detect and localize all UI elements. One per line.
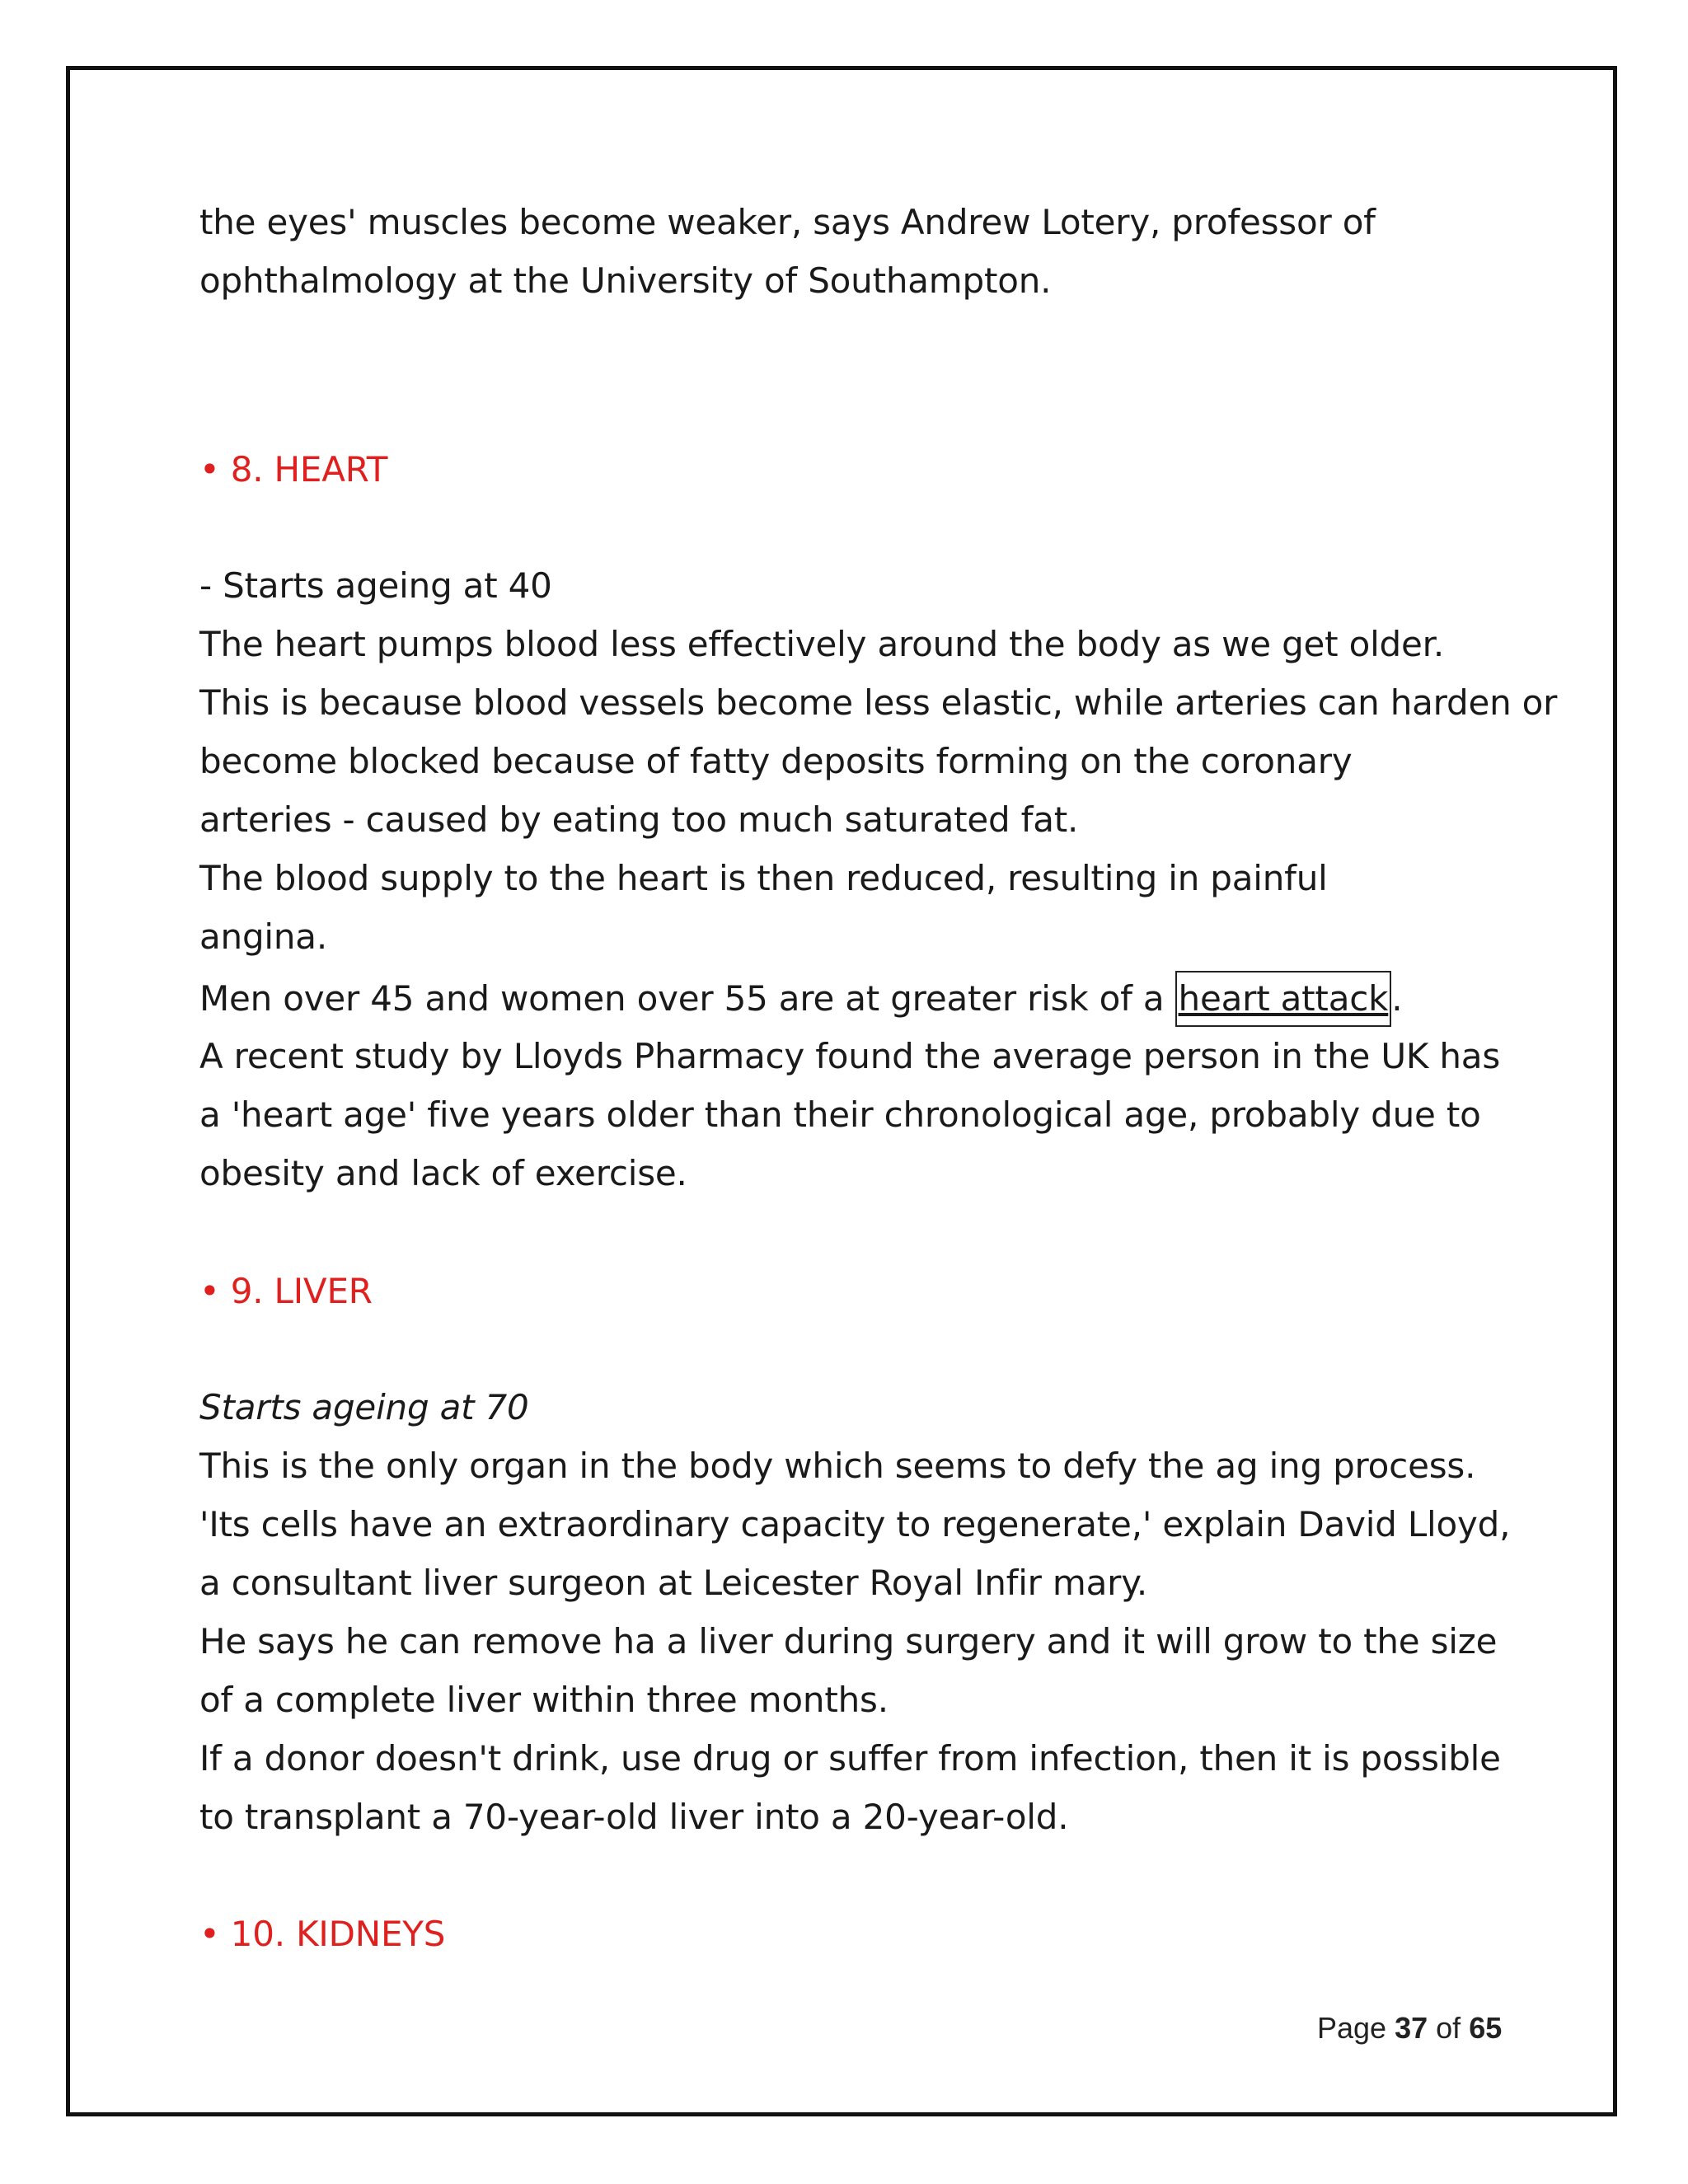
paragraph-line: The blood supply to the heart is then reduced, resulting in painful <box>199 858 1328 898</box>
paragraph-line: A recent study by Lloyds Pharmacy found the average person in the UK has <box>199 1036 1501 1076</box>
page-number <box>1317 2011 1502 2046</box>
section-heading-heart: • 8. HEART <box>199 449 388 490</box>
heart-attack-link[interactable] <box>1175 971 1392 1027</box>
paragraph-line: the eyes' muscles become weaker, says Andrew Lotery, professor of <box>199 202 1376 242</box>
risk-prefix: Men over 45 and women over 55 are at greater risk of a <box>199 978 1175 1019</box>
paragraph-line: If a donor doesn't drink, use drug or suffer from infection, then it is possible <box>199 1738 1501 1779</box>
paragraph-line: a consultant liver surgeon at Leicester Royal Infir mary. <box>199 1563 1148 1603</box>
paragraph-line: He says he can remove ha a liver during surgery and it will grow to the size <box>199 1621 1498 1661</box>
risk-suffix: . <box>1391 978 1403 1019</box>
paragraph-line: arteries - caused by eating too much saturated fat. <box>199 799 1079 840</box>
paragraph-line: become blocked because of fatty deposits forming on the coronary <box>199 741 1353 781</box>
total-pages: 65 <box>1469 2011 1503 2045</box>
of-word: of <box>1436 2011 1461 2045</box>
page-word: Page <box>1317 2011 1387 2045</box>
paragraph-line: ophthalmology at the University of Southampton. <box>199 260 1052 301</box>
paragraph-line: This is the only organ in the body which seems to defy the ag ing process. <box>199 1446 1476 1486</box>
paragraph-line: 'Its cells have an extraordinary capacity to regenerate,' explain David Lloyd, <box>199 1504 1511 1544</box>
paragraph-line: to transplant a 70-year-old liver into a 20-year-old. <box>199 1797 1069 1837</box>
heart-attack-link-text: heart attack <box>1178 978 1389 1019</box>
paragraph-line: angina. <box>199 916 327 957</box>
section-subheading-liver: Starts ageing at 70 <box>199 1387 529 1427</box>
section-heading-kidneys: • 10. KIDNEYS <box>199 1914 446 1954</box>
section-subheading-heart: - Starts ageing at 40 <box>199 565 552 606</box>
paragraph-line: obesity and lack of exercise. <box>199 1153 687 1193</box>
risk-line <box>199 971 1402 1027</box>
section-heading-liver: • 9. LIVER <box>199 1271 373 1311</box>
paragraph-line: a 'heart age' five years older than their chronological age, probably due to <box>199 1094 1481 1135</box>
current-page: 37 <box>1395 2011 1428 2045</box>
paragraph-line: This is because blood vessels become less elastic, while arteries can harden or <box>199 682 1558 723</box>
paragraph-line: The heart pumps blood less effectively around the body as we get older. <box>199 624 1445 664</box>
paragraph-line: of a complete liver within three months. <box>199 1680 889 1720</box>
